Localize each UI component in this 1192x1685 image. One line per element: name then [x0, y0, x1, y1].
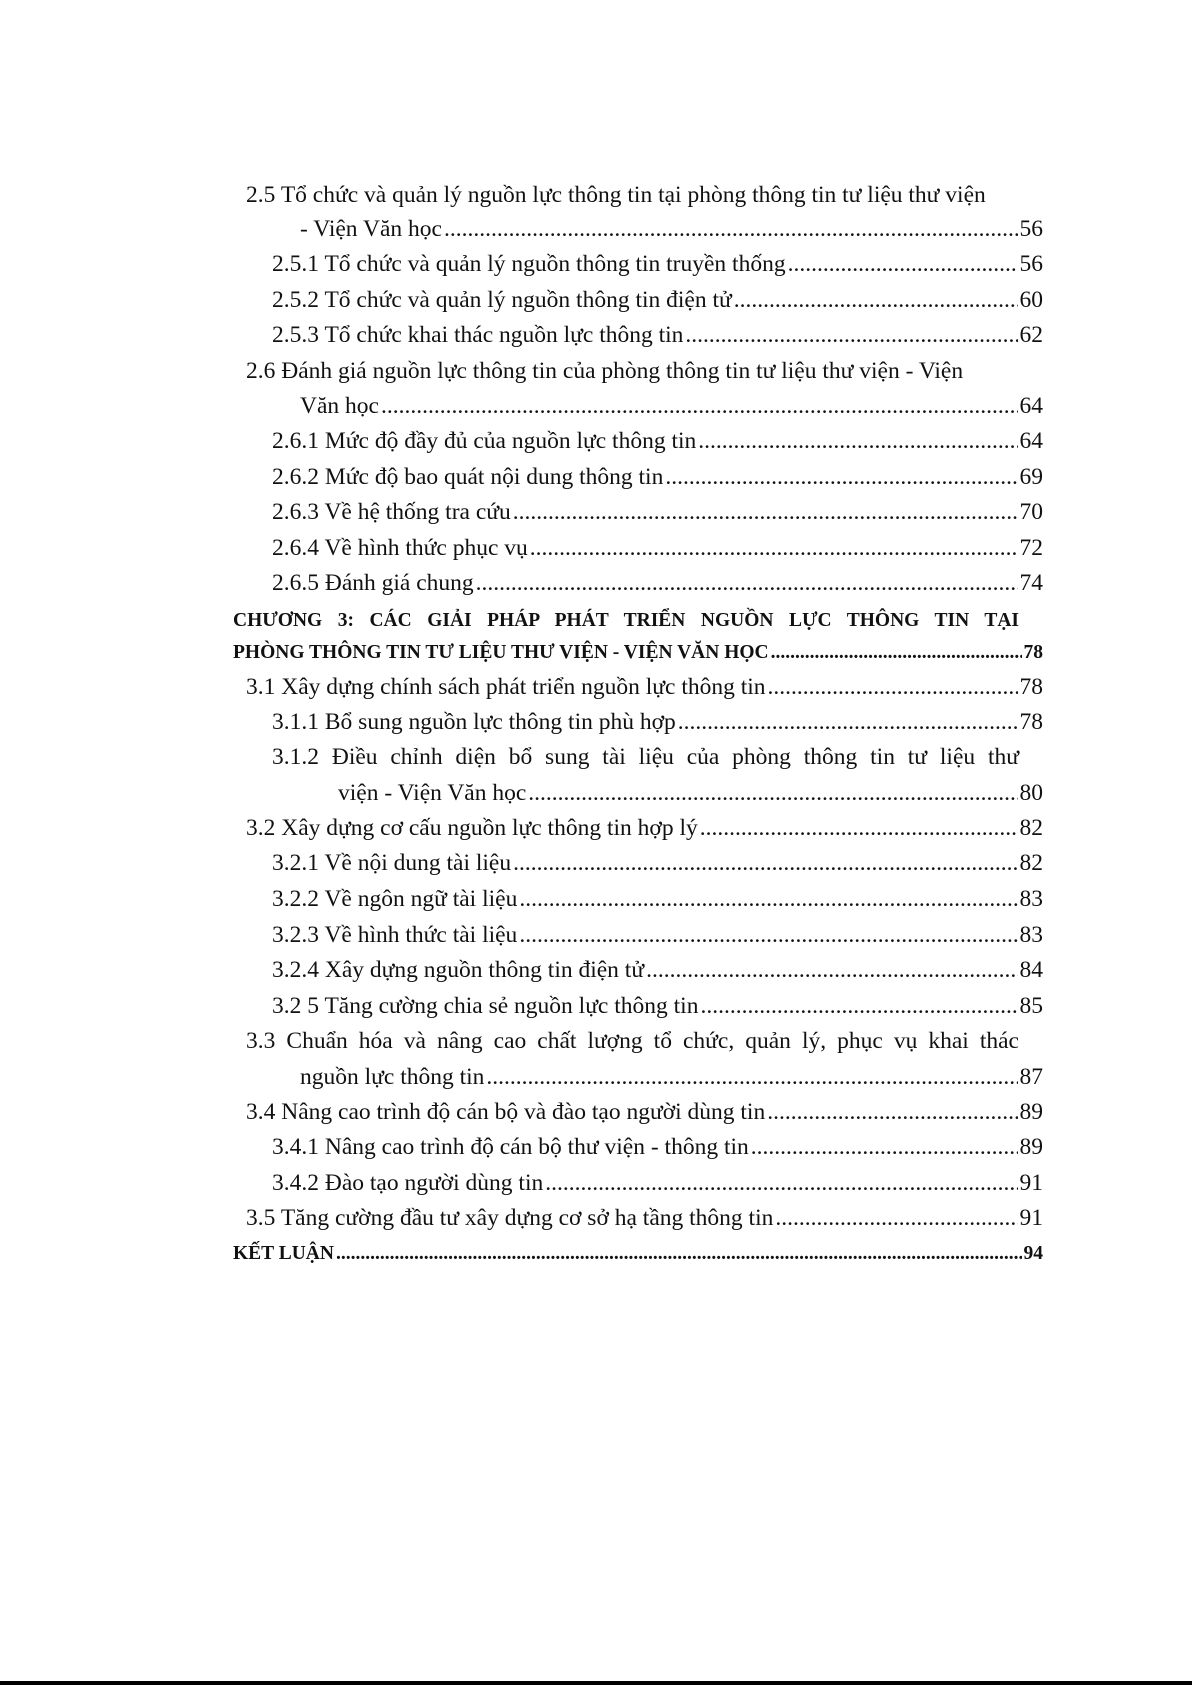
page-number: 62	[1019, 322, 1043, 348]
dot-leader	[336, 1243, 1022, 1265]
dot-leader	[476, 570, 1018, 597]
toc-entry-title: 2.6.1 Mức độ đầy đủ của nguồn lực thông tin	[272, 428, 697, 454]
page-number: 84	[1019, 957, 1043, 983]
toc-entry-title: 2.5.3 Tổ chức khai thác nguồn lực thông tin	[272, 322, 684, 348]
dot-leader	[700, 815, 1018, 842]
dot-leader	[685, 322, 1017, 349]
toc-entry-title: 2.6.5 Đánh giá chung	[272, 570, 474, 596]
page-number: 74	[1019, 570, 1043, 596]
toc-entry-title: 2.6.4 Về hình thức phục vụ	[272, 535, 528, 561]
toc-entry-title-wrap	[246, 1028, 1019, 1055]
dot-leader	[530, 535, 1018, 562]
toc-entry-3-2-3	[272, 922, 1043, 949]
toc-entry-line	[300, 1064, 1043, 1091]
toc-entry-title: 2.5 Tổ chức và quản lý nguồn lực thông tin tại phòng thông tin tư liệu thư viện	[246, 182, 986, 208]
toc-entry-title: 3.2.4 Xây dựng nguồn thông tin điện tử	[272, 957, 645, 983]
toc-entry-2-6-3	[272, 499, 1043, 526]
toc-entry-title: 3.5 Tăng cường đầu tư xây dựng cơ sở hạ tầng thông tin	[246, 1205, 774, 1231]
page-number: 91	[1019, 1170, 1043, 1196]
toc-entry-title: 3.2.3 Về hình thức tài liệu	[272, 922, 518, 948]
page-number: 83	[1019, 922, 1043, 948]
page-number: 78	[1019, 709, 1043, 735]
page-number: 78	[1023, 642, 1043, 663]
toc-entry-title-cont: Văn học	[300, 393, 379, 419]
toc-entry-title-cont: - Viện Văn học	[300, 216, 442, 242]
toc-entry-title: 3.4 Nâng cao trình độ cán bộ và đào tạo người dùng tin	[246, 1099, 766, 1125]
dot-leader	[486, 1064, 1017, 1091]
scan-edge	[0, 1681, 1192, 1685]
page-number: 70	[1019, 499, 1043, 525]
dot-leader	[381, 393, 1018, 420]
toc-entry-title: 3.4.1 Nâng cao trình độ cán bộ thư viện - thông tin	[272, 1134, 749, 1160]
page-number: 72	[1019, 535, 1043, 561]
dot-leader	[775, 1205, 1017, 1232]
dot-leader	[519, 886, 1017, 913]
toc-entry-3-4-1	[272, 1134, 1043, 1161]
dot-leader	[513, 499, 1018, 526]
toc-entry-title: 3.2 5 Tăng cường chia sẻ nguồn lực thông tin	[272, 993, 699, 1019]
toc-entry-ket-luan	[233, 1243, 1043, 1265]
toc-entry-3-2-1	[272, 850, 1043, 877]
dot-leader	[700, 993, 1017, 1020]
page-number: 64	[1019, 428, 1043, 454]
toc-entry-3-2-4	[272, 957, 1043, 984]
dot-leader	[678, 709, 1018, 736]
toc-entry-line	[233, 642, 1043, 664]
dot-leader	[751, 1134, 1018, 1161]
toc-entry-line	[300, 393, 1043, 420]
page-number: 87	[1019, 1064, 1043, 1090]
toc-entry-3-5	[246, 1205, 1043, 1232]
toc-entry-3-1-1	[272, 709, 1043, 736]
page-number: 82	[1019, 815, 1043, 841]
toc-entry-title: 3.2.1 Về nội dung tài liệu	[272, 850, 512, 876]
toc-entry-title: 2.6.2 Mức độ bao quát nội dung thông tin	[272, 464, 664, 490]
dot-leader	[768, 674, 1018, 701]
toc-entry-2-6-4	[272, 535, 1043, 562]
toc-entry-title: 2.6.3 Về hệ thống tra cứu	[272, 499, 511, 525]
toc-entry-title: 3.1.1 Bổ sung nguồn lực thông tin phù hợp	[272, 709, 676, 735]
page-number: 89	[1019, 1099, 1043, 1125]
dot-leader	[771, 642, 1022, 664]
toc-entry-title: 3.3 Chuẩn hóa và nâng cao chất lượng tổ chức, quản lý, phục vụ khai thác	[246, 1028, 1019, 1054]
dot-leader	[767, 1099, 1017, 1126]
dot-leader	[444, 216, 1018, 243]
dot-leader	[734, 287, 1018, 314]
toc-entry-title: KẾT LUẬN	[233, 1243, 334, 1264]
toc-entry-2-6-5	[272, 570, 1043, 597]
toc-entry-2-6-1	[272, 428, 1043, 455]
toc-entry-title: 2.6 Đánh giá nguồn lực thông tin của phòng thông tin tư liệu thư viện - Viện	[246, 358, 964, 384]
toc-entry-line	[338, 780, 1043, 807]
chapter-title	[233, 610, 1019, 632]
page-number: 83	[1019, 886, 1043, 912]
toc-entry-2-5-3	[272, 322, 1043, 349]
page-number: 82	[1019, 850, 1043, 876]
page-number: 56	[1019, 216, 1043, 242]
toc-entry-title: 3.2.2 Về ngôn ngữ tài liệu	[272, 886, 518, 912]
dot-leader	[698, 428, 1017, 455]
dot-leader	[545, 1170, 1017, 1197]
toc-entry-title-wrap	[272, 744, 1019, 771]
toc-entry-title: 3.4.2 Đào tạo người dùng tin	[272, 1170, 544, 1196]
toc-entry-title-cont: nguồn lực thông tin	[300, 1064, 485, 1090]
toc-entry-3-4-2	[272, 1170, 1043, 1197]
page-number: 80	[1019, 780, 1043, 806]
toc-entry-title: 3.1.2 Điều chỉnh diện bổ sung tài liệu của phòng thông tin tư liệu thư	[272, 744, 1019, 770]
page-number: 64	[1019, 393, 1043, 419]
toc-entry-2-5-2	[272, 287, 1043, 314]
toc-entry-3-2	[246, 815, 1043, 842]
page-number: 69	[1019, 464, 1043, 490]
toc-entry-2-6-2	[272, 464, 1043, 491]
chapter-title-text: CHƯƠNG 3: CÁC GIẢI PHÁP PHÁT TRIỂN NGUỒN LỰC THÔNG TIN TẠI	[233, 610, 1019, 631]
page-number: 94	[1023, 1243, 1043, 1264]
toc-entry-title: 3.1 Xây dựng chính sách phát triển nguồn lực thông tin	[246, 674, 766, 700]
chapter-title-cont: PHÒNG THÔNG TIN TƯ LIỆU THƯ VIỆN - VIỆN VĂN HỌC	[233, 642, 769, 663]
toc-entry-title: 2.5.2 Tổ chức và quản lý nguồn thông tin điện tử	[272, 287, 732, 313]
page-number: 56	[1019, 251, 1043, 277]
toc-entry-title-cont: viện - Viện Văn học	[338, 780, 527, 806]
page-number: 85	[1019, 993, 1043, 1019]
toc-entry-3-2-5	[272, 993, 1043, 1020]
page-number: 60	[1019, 287, 1043, 313]
dot-leader	[519, 922, 1017, 949]
dot-leader	[788, 251, 1018, 278]
page-number: 78	[1019, 674, 1043, 700]
toc-entry-title: 2.5.1 Tổ chức và quản lý nguồn thông tin truyền thống	[272, 251, 786, 277]
dot-leader	[528, 780, 1017, 807]
toc-entry-3-2-2	[272, 886, 1043, 913]
toc-entry-3-1	[246, 674, 1043, 701]
page-number: 89	[1019, 1134, 1043, 1160]
dot-leader	[646, 957, 1017, 984]
toc-entry-2-5-1	[272, 251, 1043, 278]
dot-leader	[665, 464, 1017, 491]
toc-entry-line	[300, 216, 1043, 243]
dot-leader	[513, 850, 1017, 877]
page-number: 91	[1019, 1205, 1043, 1231]
toc-entry-title: 3.2 Xây dựng cơ cấu nguồn lực thông tin hợp lý	[246, 815, 698, 841]
toc-entry-3-4	[246, 1099, 1043, 1126]
